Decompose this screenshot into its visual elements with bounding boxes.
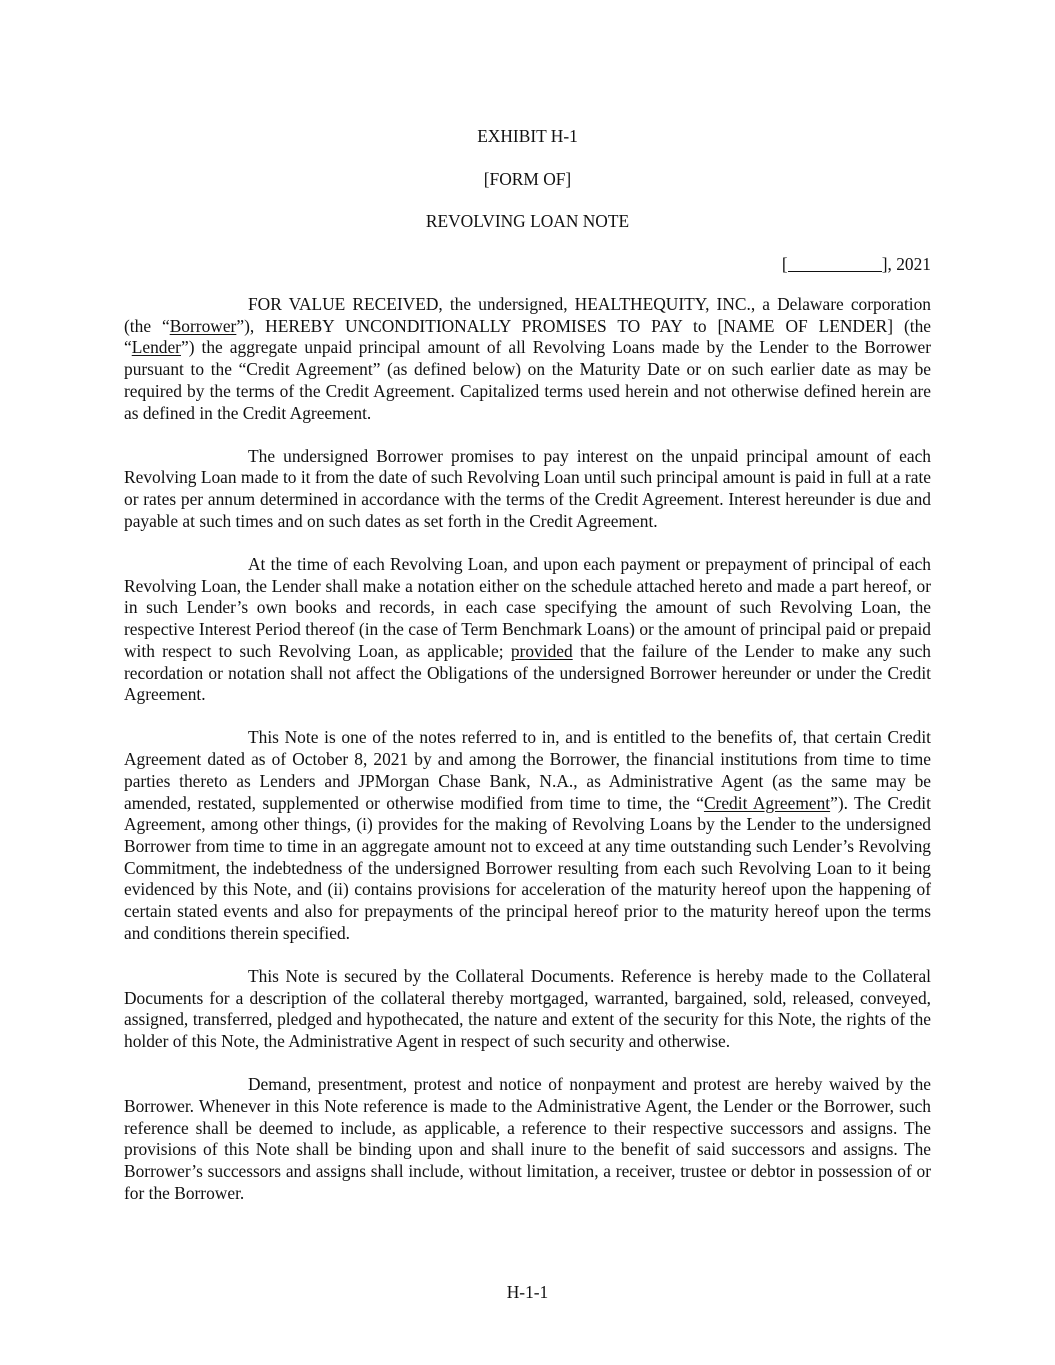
paragraph-interest: The undersigned Borrower promises to pay interest on the unpaid principal amount of each Revolving Loan made to it from the date of such Revolving Loan until such principal amount is paid in full at a rate or rates per annum determined in accordance with the terms of the Credit Agreement. Interest hereunder is due and payable at such times and on such dates as set forth in the Credit Agreement. [124,445,931,531]
p3-text-a: At the time of each Revolving Loan, and upon each payment or prepayment of principal of each Revolving Loan, the Lender shall make a notation either on the schedule attached hereto and made a part hereof, or in such Lender’s own books and records, in each case specifying the amount of such Revolving Loan, the respective Interest Period thereof (in the case of Term Benchmark Loans) or the amount of principal paid or prepaid with respect to such Revolving Loan, as applicable; [124,554,931,661]
paragraph-collateral: This Note is secured by the Collateral Documents. Reference is hereby made to the Collateral Documents for a description of the collateral thereby mortgaged, warranted, bargained, sold, released, conveyed, assigned, transferred, pledged and hypothecated, the nature and extent of the security for this Note, the rights of the holder of this Note, the Administrative Agent in respect of such security and otherwise. [124,965,931,1052]
p1-text-a: FOR VALUE RECEIVED, the undersigned, HEALTHEQUITY, INC., a Delaware corporation (the “ [124,294,931,336]
paragraph-waiver: Demand, presentment, protest and notice of nonpayment and protest are hereby waived by the Borrower. Whenever in this Note reference is made to the Administrative Agent, the Lender or the Borrower, such reference shall be deemed to include, as applicable, a reference to their respective successors and assigns. The provisions of this Note shall be binding upon and shall inure to the benefit of said successors and assigns. The Borrower’s successors and assigns shall include, without limitation, a receiver, trustee or debtor in possession of or for the Borrower. [124,1074,931,1203]
p1-text-c: ”) the aggregate unpaid principal amount of all Revolving Loans made by the Lender to the Borrower pursuant to the “Credit Agreement” (as defined below) on the Maturity Date or on such earlier date as may be required by the terms of the Credit Agreement. Capitalized terms used herein and not otherwise defined herein are as defined in the Credit Agreement. [124,337,931,423]
exhibit-heading: EXHIBIT H-1 [477,126,578,146]
note-body [124,294,931,1226]
p4-text-b: ”). The Credit Agreement, among other things, (i) provides for the making of Revolving Loans by the Lender to the undersigned Borrower from time to time in an aggregate amount not to exceed at any time outstanding such Lender’s Revolving Commitment, the indebtedness of the undersigned Borrower resulting from each such Revolving Loan to it being evidenced by this Note, and (ii) contains provisions for acceleration of the maturity hereof upon the happening of certain stated events and also for prepayments of the principal hereof prior to the maturity hereof upon the terms and conditions therein specified. [124,792,931,943]
lender-defined-term: Lender [131,337,181,358]
note-title: REVOLVING LOAN NOTE [425,211,630,231]
paragraph-credit-agreement [124,727,931,944]
paragraph-notation [124,554,931,706]
date-blank [788,254,882,272]
page-number: H-1-1 [506,1282,549,1302]
borrower-defined-term: Borrower [169,315,237,336]
provided-term: provided [510,640,573,661]
p3-text-b: that the failure of the Lender to make any such recordation or notation shall not affect the Obligations of the undersigned Borrower hereunder or under the Credit Agreement. [124,640,931,705]
p1-text-b: ”), HEREBY UNCONDITIONALLY PROMISES TO PAY to [NAME OF LENDER] (the “ [124,315,931,358]
form-of-heading: [FORM OF] [483,169,572,189]
p4-text-a: This Note is one of the notes referred to in, and is entitled to the benefits of, that certain Credit Agreement dated as of October 8, 2021 by and among the Borrower, the financial institutions from time to time parties thereto as Lenders and JPMorgan Chase Bank, N.A., as Administrative Agent (as the same may be amended, restated, supplemented or otherwise modified from time to time, the “ [124,727,931,813]
paragraph-promise-to-pay [124,294,931,424]
date-open-bracket: [ [781,254,788,274]
date-close: ], 2021 [881,254,931,274]
date-line [782,253,931,275]
credit-agreement-defined-term: Credit Agreement [703,792,831,813]
